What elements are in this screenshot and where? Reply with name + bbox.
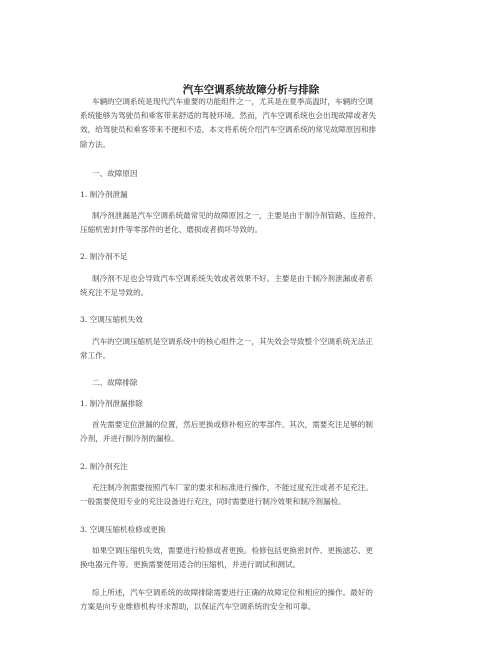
paragraph (80, 481, 422, 509)
paragraph-line: 常工作。 (80, 351, 111, 361)
subsection-heading (80, 313, 410, 327)
paragraph-line: 综上所述，汽车空调系统的故障排除需要进行正确的故障定位和相应的操作。最好的 (92, 588, 373, 597)
section2-item3-heading: 3. 空调压缩机检修或更换 (80, 525, 166, 534)
section-heading (92, 167, 422, 181)
section-heading (92, 376, 422, 390)
section1-item1-heading: 1. 制冷剂泄漏 (80, 190, 128, 199)
section2-item2-heading: 2. 制冷剂充注 (80, 462, 128, 471)
section1-heading: 一、故障原因 (92, 169, 138, 178)
paragraph (80, 335, 422, 363)
paragraph-line: 充注制冷剂需要按照汽车厂家的要求和标准进行操作，不能过度充注或者不足充注。 (92, 483, 373, 492)
subsection-heading (80, 523, 410, 537)
conclusion-paragraph (80, 586, 422, 614)
paragraph (80, 272, 422, 300)
paragraph-line: 汽车的空调压缩机是空调系统中的核心组件之一，其失效会导致整个空调系统无法正 (92, 337, 373, 346)
paragraph-line: 制冷剂不足也会导致汽车空调系统失效或者效果不好。主要是由于制冷剂泄漏或者系 (92, 274, 373, 283)
paragraph-line: 如果空调压缩机失效，需要进行检修或者更换。检修包括更换密封件、更换滤芯、更 (92, 546, 373, 555)
paragraph-line: 压缩机密封件等零部件的老化、磨损或者损坏导致的。 (80, 225, 263, 235)
paragraph (80, 209, 422, 237)
section1-item3-heading: 3. 空调压缩机失效 (80, 315, 143, 324)
paragraph-line: 首先需要定位泄漏的位置，然后更换或修补相应的零部件。其次，需要充注足够的制 (92, 420, 373, 429)
subsection-heading (80, 188, 410, 202)
paragraph-line: 一般需要使用专业的充注设备进行充注，同时需要进行制冷效果和制冷剂漏检。 (80, 497, 346, 507)
section2-item1-heading: 1. 制冷剂泄漏排除 (80, 399, 143, 408)
section1-item2-heading: 2. 制冷剂不足 (80, 252, 128, 261)
intro-line: 效，给驾驶员和乘客带来不便和不适。本文将系统介绍汽车空调系统的常见故障原因和排 (80, 125, 377, 135)
intro-paragraph (80, 95, 422, 152)
intro-line: 系统能够为驾驶员和乘客带来舒适的驾驶环境。然而，汽车空调系统也会出现故障或者失 (80, 111, 377, 121)
paragraph-line: 制冷剂泄漏是汽车空调系统最常见的故障原因之一，主要是由于制冷剂管路、连接件、 (92, 211, 381, 220)
intro-line: 车辆的空调系统是现代汽车重要的功能组件之一，尤其是在夏季高温时，车辆的空调 (92, 97, 373, 106)
paragraph-line: 方案是向专业维修机构寻求帮助，以保证汽车空调系统的安全和可靠。 (80, 602, 316, 612)
paragraph-line: 统充注不足导致的。 (80, 288, 149, 298)
intro-line: 除方法。 (80, 139, 111, 149)
paragraph (80, 544, 422, 572)
subsection-heading (80, 460, 410, 474)
paragraph-line: 换电器元件等。更换需要使用适合的压缩机，并进行调试和测试。 (80, 560, 301, 570)
page-title: 汽车空调系统故障分析与排除 (182, 84, 320, 96)
section2-heading: 二、故障排除 (92, 378, 138, 387)
subsection-heading (80, 250, 410, 264)
paragraph (80, 418, 422, 446)
paragraph-line: 冷剂，并进行制冷剂的漏检。 (80, 434, 179, 444)
subsection-heading (80, 397, 410, 411)
